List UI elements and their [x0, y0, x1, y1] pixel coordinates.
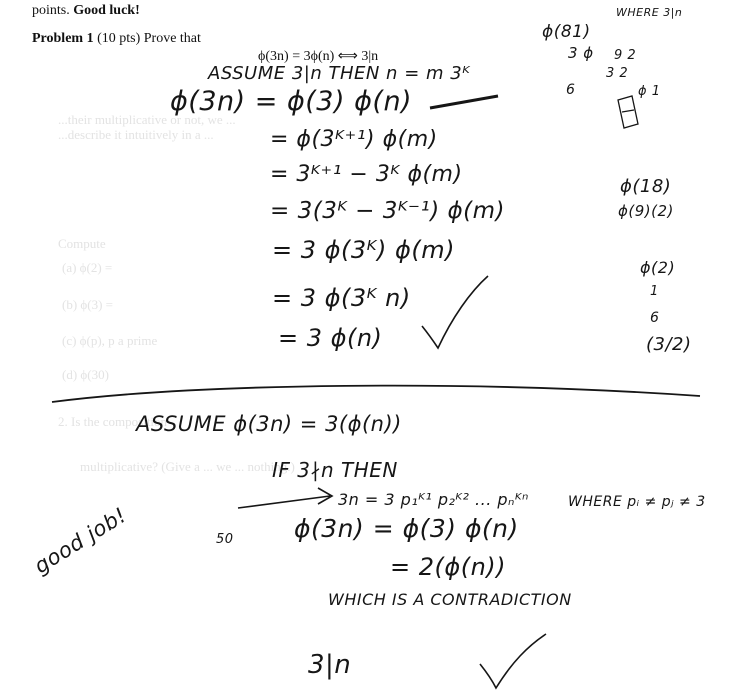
check-mark-conclusion [480, 634, 546, 688]
problem-points: (10 pts) [97, 31, 141, 46]
margin-scratch-7: ϕ(18) [620, 176, 672, 197]
margin-scratch-2: 3 ϕ [568, 44, 594, 62]
reverse-contradiction: WHICH IS A CONTRADICTION [328, 590, 572, 609]
reverse-if-line: IF 3∤n THEN [272, 458, 398, 482]
margin-scratch-12: (3/2) [646, 334, 692, 355]
intro-good-luck: Good luck! [73, 3, 140, 18]
reverse-where-note: WHERE pᵢ ≠ pⱼ ≠ 3 [568, 494, 706, 510]
bleed-line-5: (b) ϕ(3) = [62, 297, 113, 312]
reverse-conclusion: 3|n [308, 650, 352, 680]
margin-scratch-10: 1 [650, 284, 659, 299]
margin-box-sketch [618, 96, 638, 128]
problem-label: Problem 1 [32, 31, 94, 46]
bleed-line-7: (d) ϕ(30) [62, 367, 109, 382]
forward-step-3: = 3ᴷ⁺¹ − 3ᴷ ϕ(m) [270, 162, 463, 187]
forward-assumption: ASSUME 3|n THEN n = m 3ᴷ [208, 63, 471, 84]
bleed-line-1: ...their multiplicative or not, we ... [58, 112, 236, 127]
forward-step-7: = 3 ϕ(n) [278, 324, 383, 352]
grader-score: 50 [216, 532, 234, 547]
reverse-factorization: 3n = 3 p₁ᴷ¹ p₂ᴷ² ... pₙᴷⁿ [338, 490, 529, 509]
margin-scratch-1: ϕ(81) [542, 22, 591, 42]
margin-scratch-4: 3 2 [606, 66, 629, 81]
strike-through [430, 96, 498, 108]
check-mark-forward [422, 276, 488, 348]
section-divider [52, 386, 700, 402]
forward-step-6: = 3 ϕ(3ᴷ n) [272, 284, 411, 312]
margin-scratch-9: ϕ(2) [640, 258, 676, 277]
forward-step-5: = 3 ϕ(3ᴷ) ϕ(m) [272, 236, 455, 264]
grader-comment: good job! [30, 502, 131, 579]
margin-scratch-11: 6 [650, 310, 660, 326]
forward-step-4: = 3(3ᴷ − 3ᴷ⁻¹) ϕ(m) [270, 198, 506, 224]
bleed-line-6: (c) ϕ(p), p a prime [62, 333, 158, 348]
bleed-line-3: Compute [58, 236, 106, 251]
bleed-line-2: ...describe it intuitively in a ... [58, 127, 214, 142]
margin-note-where: WHERE 3|n [616, 6, 683, 19]
reverse-assumption: ASSUME ϕ(3n) = 3(ϕ(n)) [136, 412, 402, 436]
margin-scratch-3: 9 2 [614, 48, 637, 63]
margin-scratch-8: ϕ(9)(2) [618, 202, 674, 220]
bleed-line-8: 2. Is the composition [58, 414, 168, 429]
bleed-line-9: multiplicative? (Give a ... we ... nothing.) [80, 459, 295, 474]
reverse-step-2: = 2(ϕ(n)) [390, 553, 507, 581]
forward-step-1: ϕ(3n) = ϕ(3) ϕ(n) [170, 86, 413, 117]
forward-step-2: = ϕ(3ᴷ⁺¹) ϕ(m) [270, 127, 438, 152]
bleed-line-4: (a) ϕ(2) = [62, 260, 113, 275]
problem-instruction: Prove that [143, 31, 201, 46]
margin-scratch-6: 6 [566, 82, 576, 98]
margin-scratch-5: ϕ 1 [638, 84, 661, 99]
intro-prefix: points. [32, 3, 70, 18]
problem-statement: ϕ(3n) = 3ϕ(n) ⟺ 3|n [258, 49, 379, 64]
reverse-step-1: ϕ(3n) = ϕ(3) ϕ(n) [294, 514, 519, 543]
arrow-icon [238, 488, 332, 508]
